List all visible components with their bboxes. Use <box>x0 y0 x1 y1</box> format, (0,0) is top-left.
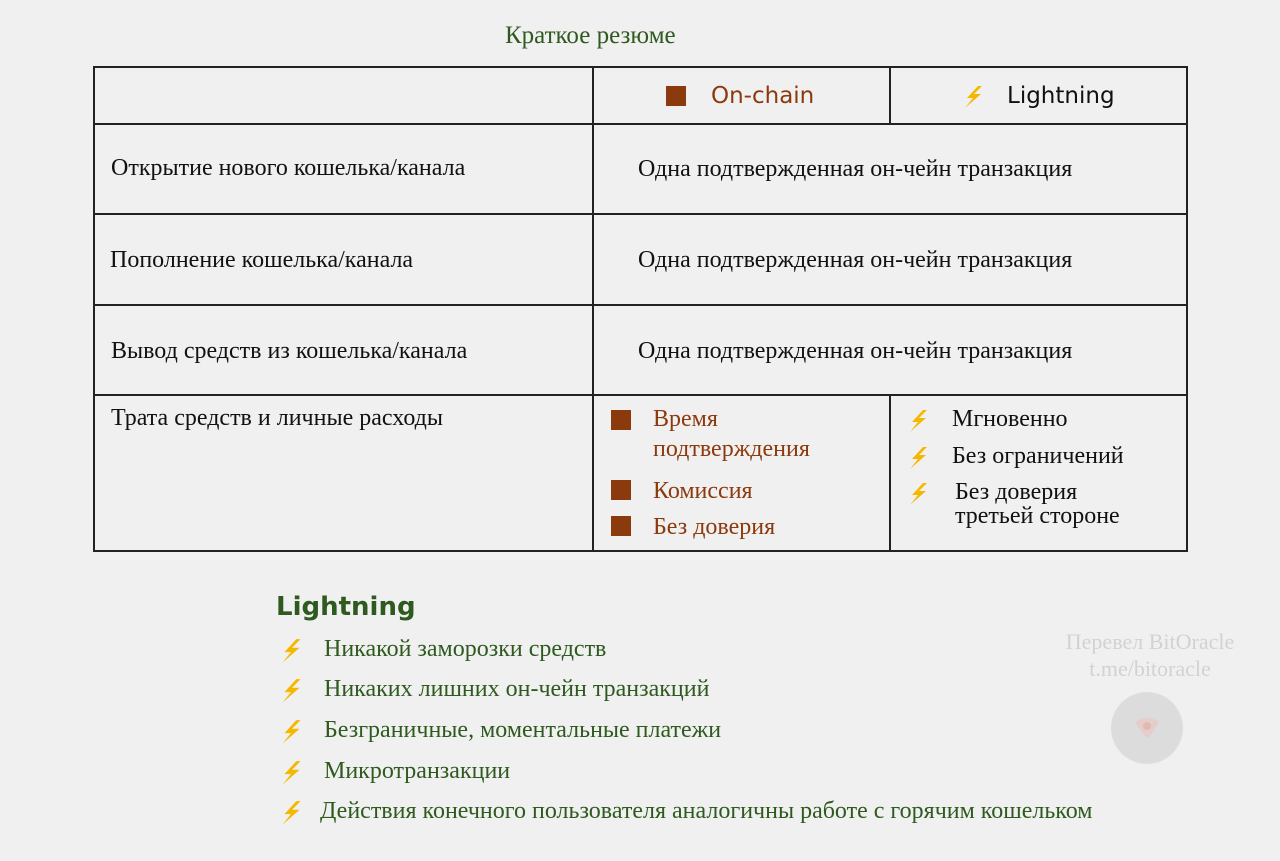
lightning-bolt-icon <box>278 678 306 704</box>
onchain-square-icon <box>611 410 631 430</box>
row-label: Пополнение кошелька/канала <box>110 247 414 273</box>
lightning-heading: Lightning <box>276 592 416 622</box>
onchain-item: Комиссия <box>653 478 753 504</box>
page-title: Краткое резюме <box>505 22 676 49</box>
onchain-item: подтверждения <box>653 436 810 462</box>
lightning-bolt-icon <box>278 760 306 786</box>
table-divider <box>889 68 891 124</box>
watermark <box>1040 628 1260 682</box>
lightning-item: Без ограничений <box>952 443 1124 469</box>
table-divider <box>95 123 1186 125</box>
row-label: Вывод средств из кошелька/канала <box>111 338 468 364</box>
table-divider <box>95 304 1186 306</box>
row-label: Открытие нового кошелька/канала <box>111 155 466 181</box>
header-lightning: Lightning <box>1007 83 1115 109</box>
table-divider <box>592 68 594 550</box>
onchain-square-icon <box>611 516 631 536</box>
row-value: Одна подтвержденная он-чейн транзакция <box>638 156 1073 182</box>
lightning-item: Мгновенно <box>952 406 1068 432</box>
lightning-bolt-icon <box>278 719 306 745</box>
list-item-text: Микротранзакции <box>324 758 511 784</box>
lightning-bolt-icon <box>906 482 932 506</box>
watermark-line: t.me/bitoracle <box>1089 656 1211 681</box>
lightning-bolt-icon <box>961 85 987 109</box>
lightning-bolt-icon <box>278 638 306 664</box>
lightning-bolt-icon <box>906 409 932 433</box>
table-divider <box>95 394 1186 396</box>
lightning-item: Без доверия <box>955 479 1078 505</box>
row-label: Трата средств и личные расходы <box>111 405 443 431</box>
lightning-bolt-icon <box>906 446 932 470</box>
lightning-bolt-icon <box>278 800 306 826</box>
header-onchain: On-chain <box>711 83 815 109</box>
table-divider <box>889 395 891 550</box>
onchain-square-icon <box>611 480 631 500</box>
list-item-text: Никаких лишних он-чейн транзакций <box>324 676 710 702</box>
watermark-logo-icon <box>1111 692 1183 764</box>
row-value: Одна подтвержденная он-чейн транзакция <box>638 247 1073 273</box>
onchain-item: Без доверия <box>653 514 776 540</box>
onchain-item: Время <box>653 406 718 432</box>
watermark-line: Перевел BitOracle <box>1065 629 1235 654</box>
list-item-text: Никакой заморозки средств <box>324 636 607 662</box>
table-divider <box>95 213 1186 215</box>
row-value: Одна подтвержденная он-чейн транзакция <box>638 338 1073 364</box>
list-item-text: Безграничные, моментальные платежи <box>324 717 722 743</box>
lightning-item: третьей стороне <box>955 503 1120 529</box>
list-item-text: Действия конечного пользователя аналогичны работе с горячим кошельком <box>320 798 1093 824</box>
onchain-square-icon <box>666 86 686 106</box>
